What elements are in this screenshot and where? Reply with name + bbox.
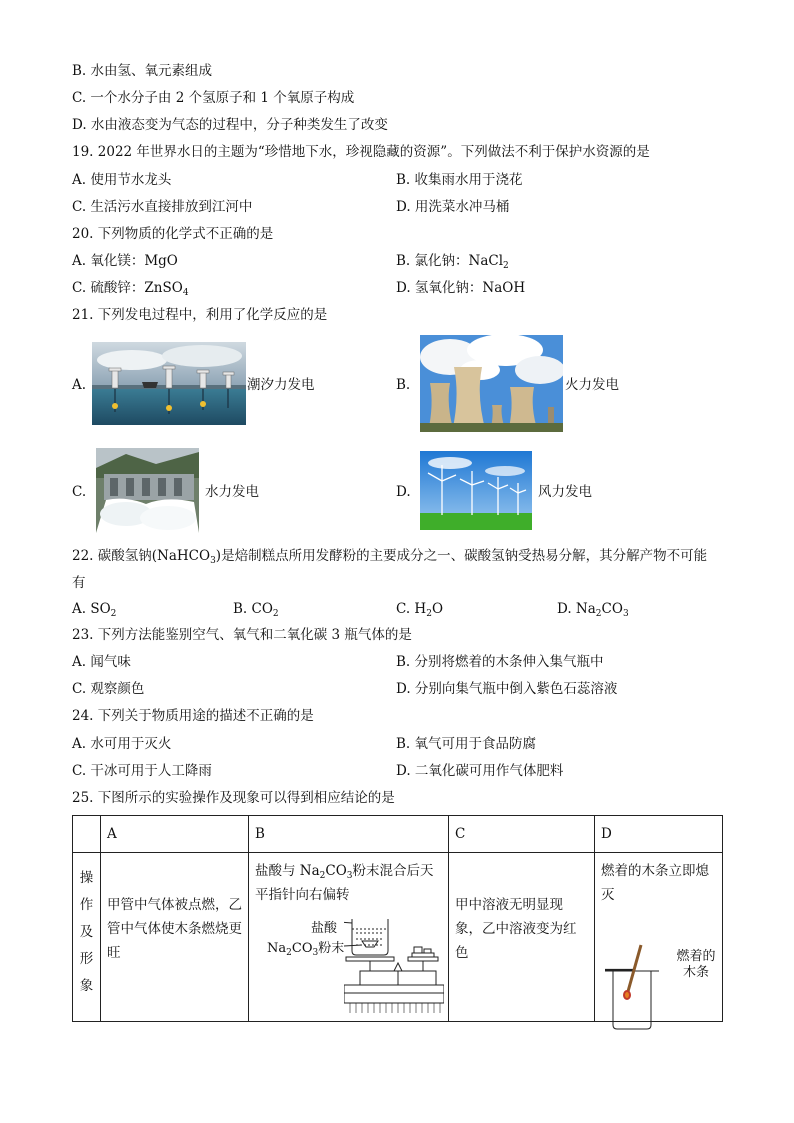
q20-option-a: A. 氧化镁：MgO [72,253,178,269]
q24-stem: 24. 下列关于物质用途的描述不正确的是 [72,708,314,724]
q19-option-b: B. 收集雨水用于浇花 [396,172,523,188]
thermal-power-photo [420,335,563,432]
cell-b [249,853,449,1022]
hydro-power-photo [96,448,199,533]
q21-letter-c: C. [72,484,87,500]
q21-letter-d: D. [396,484,411,500]
q22-stem-line1: 22. 碳酸氢钠(NaHCO$_3$)是焙制糕点所用发酵粉的主要成分之一、碳酸氢钠受热易分解，其分解产物不可能 [72,548,708,566]
cell-c-text: 甲中溶液无明显现象，乙中溶液变为红色 [449,853,595,1022]
burning-stick-label: 燃着的木条 [676,949,716,980]
q21-label-a: 潮汐力发电 [247,377,315,393]
cell-d [595,853,723,1022]
cell-b-text: 盐酸与 $Na_2CO_3$粉末混合后天平指针向右偏转 [255,863,434,903]
q24-option-d: D. 二氧化碳可用作气体肥料 [396,763,564,779]
row-label-operation: 操作及形象 [73,853,101,1022]
q25-stem: 25. 下图所示的实验操作及现象可以得到相应结论的是 [72,790,395,806]
q19-option-c: C. 生活污水直接排放到江河中 [72,199,253,215]
header-cell-c: C [449,816,595,853]
q21-label-d: 风力发电 [538,484,592,500]
q18-option-b: B. 水由氢、氧元素组成 [72,63,213,79]
q18-option-d: D. 水由液态变为气态的过程中，分子种类发生了改变 [72,117,388,133]
balance-powder-label: $Na_2CO_3$粉末 [267,941,345,958]
q24-option-a: A. 水可用于灭火 [72,736,172,752]
q20-option-b: B. 氯化钠：NaCl$_2$ [396,253,509,271]
q22-option-d: D. $Na_2CO_3$ [557,601,629,619]
q21-letter-b: B. [396,377,411,393]
q22-stem-line2: 有 [72,575,86,591]
q20-option-c: C. 硫酸锌：ZnSO$_4$ [72,280,189,298]
balance-acid-label: 盐酸 [311,921,338,936]
header-cell-empty [73,816,101,853]
q21-letter-a: A. [72,377,87,393]
q23-stem: 23. 下列方法能鉴别空气、氧气和二氧化碳 3 瓶气体的是 [72,627,412,643]
header-cell-b: B [249,816,449,853]
balance-diagram [344,913,444,1013]
table-row-operation [73,853,723,1022]
q24-option-c: C. 干冰可用于人工降雨 [72,763,212,779]
table-header-row [73,816,723,853]
wind-power-photo [420,451,532,530]
q19-option-d: D. 用洗菜水冲马桶 [396,199,510,215]
q21-label-c: 水力发电 [205,484,259,500]
tidal-power-photo [92,342,246,425]
cell-a-text: 甲管中气体被点燃，乙管中气体使木条燃烧更旺 [101,853,249,1022]
q22-option-a: A. $SO_2$ [72,601,117,619]
q23-option-a: A. 闻气味 [72,654,131,670]
header-cell-a: A [101,816,249,853]
header-cell-d: D [595,816,723,853]
cell-d-text: 燃着的木条立即熄灭 [601,863,709,903]
q21-label-b: 火力发电 [565,377,619,393]
gas-bottle-diagram [603,943,671,1033]
q23-option-c: C. 观察颜色 [72,681,145,697]
q22-option-b: B. $CO_2$ [233,601,279,619]
q19-option-a: A. 使用节水龙头 [72,172,172,188]
q20-stem: 20. 下列物质的化学式不正确的是 [72,226,274,242]
q24-option-b: B. 氧气可用于食品防腐 [396,736,537,752]
q20-option-d: D. 氢氧化钠：NaOH [396,280,526,296]
q23-option-d: D. 分别向集气瓶中倒入紫色石蕊溶液 [396,681,618,697]
q25-experiment-table [72,815,723,1022]
q23-option-b: B. 分别将燃着的木条伸入集气瓶中 [396,654,604,670]
q22-option-c: C. $H_2O$ [396,601,444,619]
q18-option-c: C. 一个水分子由 2 个氢原子和 1 个氧原子构成 [72,90,355,106]
q19-stem: 19. 2022 年世界水日的主题为“珍惜地下水，珍视隐藏的资源”。下列做法不利于保护水资源的是 [72,144,650,160]
q21-stem: 21. 下列发电过程中，利用了化学反应的是 [72,307,328,323]
